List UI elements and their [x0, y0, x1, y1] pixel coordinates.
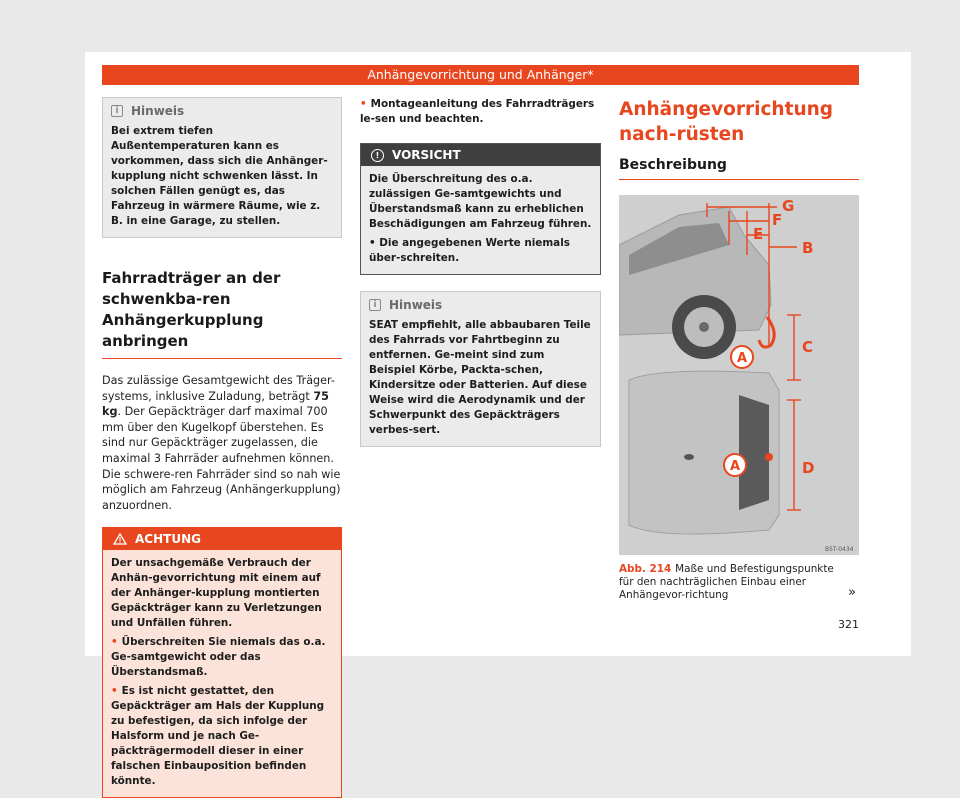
info-icon: i	[369, 299, 381, 311]
caution-box	[360, 143, 601, 275]
warning-triangle-icon	[113, 533, 127, 545]
tow-hitch-figure	[619, 195, 859, 555]
caution-bullet: • Die angegebenen Werte niemals über-schreiten.	[369, 237, 570, 264]
note-box	[360, 291, 601, 447]
body-text-part: . Der Gepäckträger darf maximal 700 mm über den Kugelkopf überstehen. Es sind nur Gepäckträger zugelassen, die maximal 3 Fahrräder aufnehmen können. Die schwere-ren Fahrräder sind so nah wie möglich am Fahrzeug (Anhängerkupplung) anzuordnen.	[102, 405, 341, 512]
point-marker-a-top	[731, 346, 753, 368]
car-diagram	[619, 195, 859, 555]
caution-bullet-text: Die angegebenen Werte niemals über-schreiten.	[369, 237, 570, 264]
note-heading	[369, 298, 592, 312]
caution-heading	[361, 144, 600, 166]
dimension-label-b: B	[802, 239, 814, 257]
warning-bullet: • Überschreiten Sie niemals das o.a. Ge-samtgewicht oder das Überstandsmaß.	[111, 636, 326, 679]
note-label: Hinweis	[389, 298, 443, 312]
point-marker-a-bottom	[724, 454, 746, 476]
warning-bullet-text: Überschreiten Sie niemals das o.a. Ge-samtgewicht oder das Überstandsmaß.	[111, 636, 326, 679]
figure-id: B5T-0434	[825, 546, 854, 553]
column-left	[102, 97, 342, 798]
subsection-title: Beschreibung	[619, 157, 859, 180]
dimension-label-f: F	[772, 211, 783, 229]
caption-label: Abb. 214	[619, 563, 672, 575]
exclamation-icon: !	[371, 149, 384, 162]
warning-bullet-text: Es ist nicht gestattet, den Gepäckträger am Hals der Kupplung zu befestigen, da sich infolge der Halsform und je nach Ge-päckträgermodell dieser in einer falschen Einbauposition befinden könnte.	[111, 685, 325, 788]
warning-bullet: • Es ist nicht gestattet, den Gepäckträger am Hals der Kupplung zu befestigen, da sich infolge der Halsform und je nach Ge-päckträgermodell dieser in einer falschen Einbauposition befinden könnte.	[111, 685, 325, 788]
page-number: 321	[838, 618, 859, 631]
column-middle	[360, 97, 601, 447]
caution-body	[361, 166, 600, 274]
continue-mark: »	[848, 585, 856, 600]
column-right	[619, 97, 859, 180]
note-box	[102, 97, 342, 238]
warning-intro: Der unsachgemäße Verbrauch der Anhän-gevorrichtung mit einem auf der Anhänger-kupplung montierten Gepäckträger kann zu Verletzungen und Unfällen führen.	[111, 557, 322, 630]
warning-body	[103, 550, 341, 797]
note-text: SEAT empfiehlt, alle abbaubaren Teile des Fahrrads vor Fahrtbeginn zu entfernen. Ge-meint sind zum Beispiel Körbe, Packta-schen, Kindersitze oder Batterien. Auf diese Weise wird die Aerodynamik und der Schwerpunkt des Gepäckträgers verbes-sert.	[369, 319, 591, 436]
chapter-title: Anhängevorrichtung nach-rüsten	[619, 99, 834, 145]
dimension-label-c: C	[802, 338, 814, 356]
note-heading	[111, 104, 333, 118]
point-label-a: A	[737, 351, 748, 366]
note-text: Bei extrem tiefen Außentemperaturen kann es vorkommen, dass sich die Anhänger-kupplung nicht schwenken lässt. In solchen Fällen genügt es, das Fahrzeug in wärmere Räume, wie z. B. in eine Garage, zu stellen.	[111, 125, 328, 227]
point-label-a: A	[730, 459, 741, 474]
warning-heading	[103, 528, 341, 550]
figure-caption	[619, 563, 841, 602]
caution-label: VORSICHT	[392, 148, 461, 162]
info-icon: i	[111, 105, 123, 117]
dimension-label-g: G	[782, 197, 795, 215]
section-title: Fahrradträger an der schwenkba-ren Anhängerkupplung anbringen	[102, 268, 342, 359]
warning-box	[102, 527, 342, 798]
caption-text: Maße und Befestigungspunkte für den nachträglichen Einbau einer Anhängevor-richtung	[619, 563, 834, 601]
running-header: Anhängevorrichtung und Anhänger*	[102, 65, 859, 85]
caution-intro: Die Überschreitung des o.a. zulässigen Ge-samtgewichts und Überstandsmaß kann zu erheblichen Beschädigungen am Fahrzeug führen.	[369, 173, 592, 230]
note-label: Hinweis	[131, 104, 185, 118]
instruction-bullet-text: Montageanleitung des Fahrradträgers le-sen und beachten.	[360, 98, 595, 125]
warning-label: ACHTUNG	[135, 532, 201, 547]
dimension-label-e: E	[753, 225, 764, 243]
weight-value: 75 kg	[102, 389, 329, 419]
dimension-label-d: D	[802, 459, 815, 477]
body-text-part: Das zulässige Gesamtgewicht des Träger-systems, inklusive Zuladung, beträgt	[102, 374, 335, 403]
section-body	[102, 373, 342, 513]
instruction-bullet: • Montageanleitung des Fahrradträgers le-sen und beachten.	[360, 98, 595, 125]
